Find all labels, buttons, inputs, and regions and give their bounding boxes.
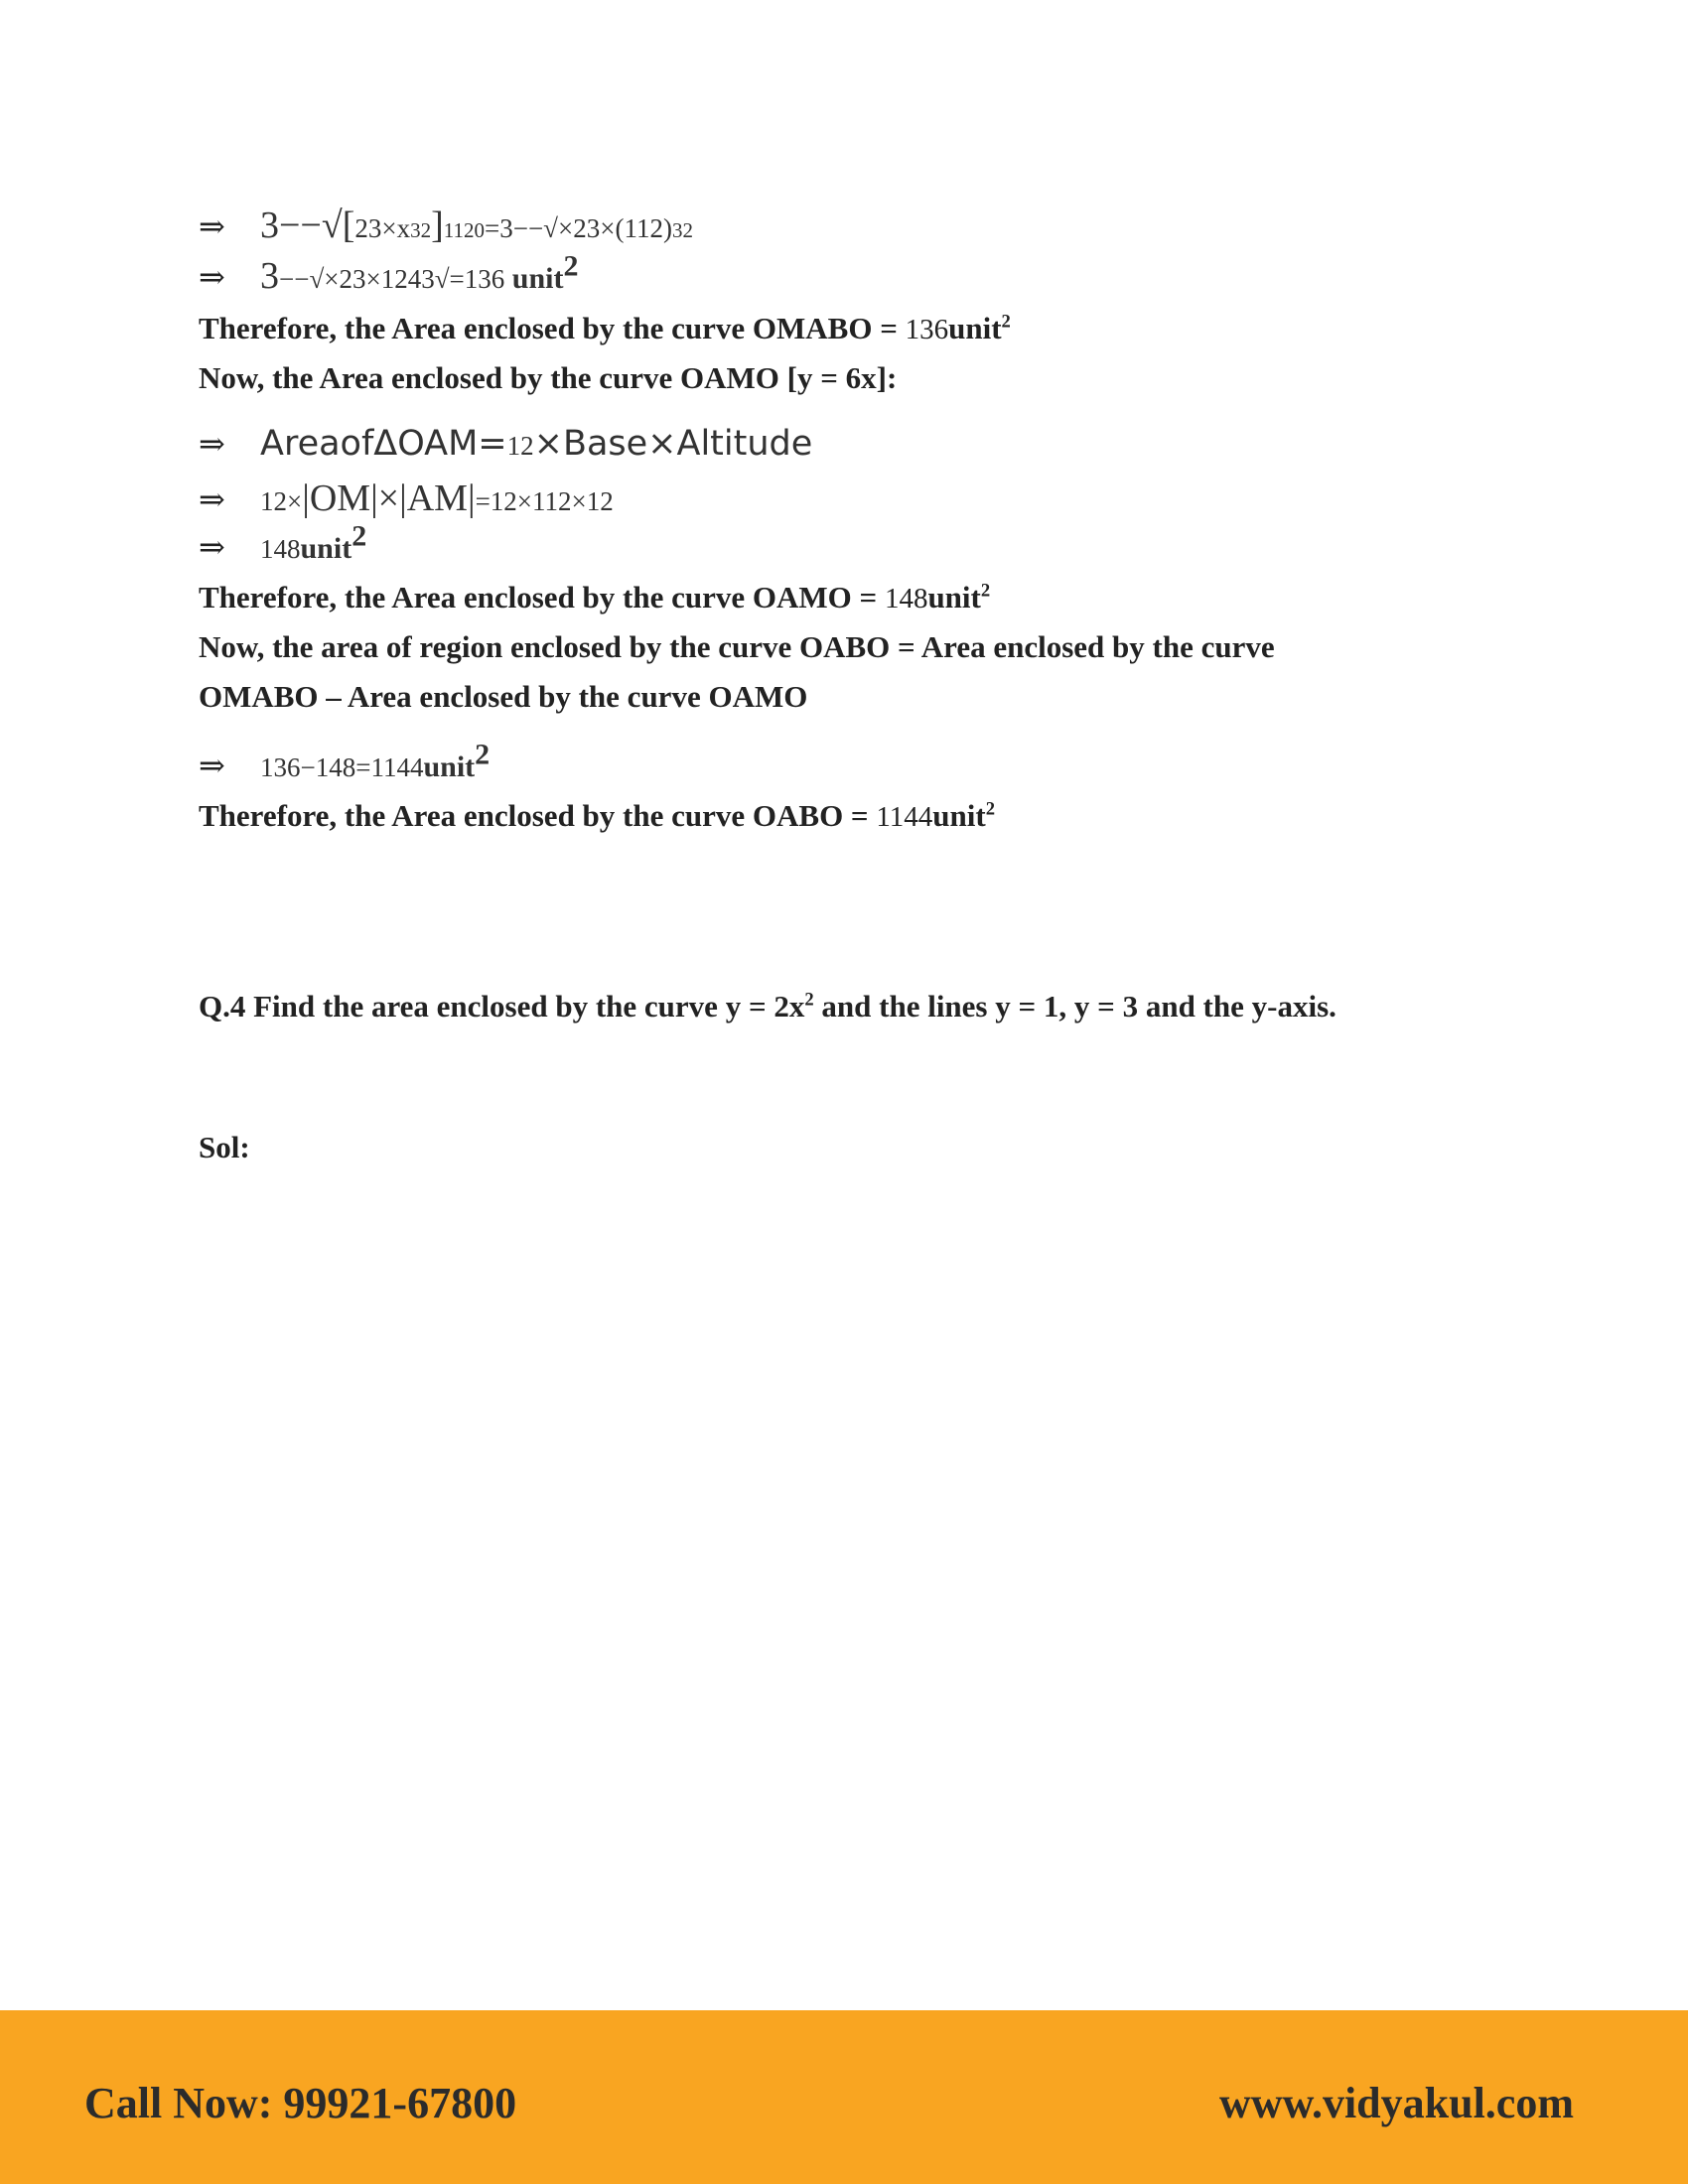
question-4: Q.4 Find the area enclosed by the curve $y = 2x^2$ and the lines y = 1, y = 3 and the y-axis. — [199, 989, 1336, 1024]
footer-website-link[interactable]: www.vidyakul.com — [1219, 2079, 1574, 2127]
footer-phone[interactable]: Call Now: 99921-67800 — [84, 2079, 517, 2127]
implies-icon: ⇒ — [199, 259, 225, 295]
implies-icon: ⇒ — [199, 529, 225, 565]
implies-icon: ⇒ — [199, 748, 225, 783]
intro-oamo: Now, the Area enclosed by the curve OAMO [y = 6x]: — [199, 360, 898, 395]
region-statement-line-2: OMABO – Area enclosed by the curve OAMO — [199, 679, 808, 714]
implies-icon: ⇒ — [199, 426, 225, 462]
math-step-3: ⇒ AreaofΔOAM=12×Base×Altitude — [199, 424, 813, 464]
math-step-2: ⇒ 3−−√×23×1243√=136 unit$^2$ — [199, 249, 579, 297]
math-step-6: ⇒ 136−148=1144unit$^2$ — [199, 738, 491, 783]
math-step-4: ⇒ 12×|OM|×|AM|=12×112×12 — [199, 478, 614, 519]
footer-banner — [0, 2010, 1688, 2184]
math-step-1: ⇒ 3−−√[23×x32]1120=3−−√×23×(112)32 — [199, 205, 693, 246]
conclusion-oabo: Therefore, the Area enclosed by the curve OABO = 1144unit$^2$ — [199, 798, 996, 833]
conclusion-omabo: Therefore, the Area enclosed by the curve OMABO = 136unit$^2$ — [199, 311, 1011, 345]
math-step-5: ⇒ 148unit$^2$ — [199, 519, 367, 565]
conclusion-oamo: Therefore, the Area enclosed by the curve OAMO = 148unit$^2$ — [199, 580, 991, 614]
solution-label: Sol: — [199, 1130, 250, 1164]
implies-icon: ⇒ — [199, 208, 225, 244]
implies-icon: ⇒ — [199, 481, 225, 517]
region-statement-line-1: Now, the area of region enclosed by the curve OABO = Area enclosed by the curve — [199, 629, 1275, 664]
